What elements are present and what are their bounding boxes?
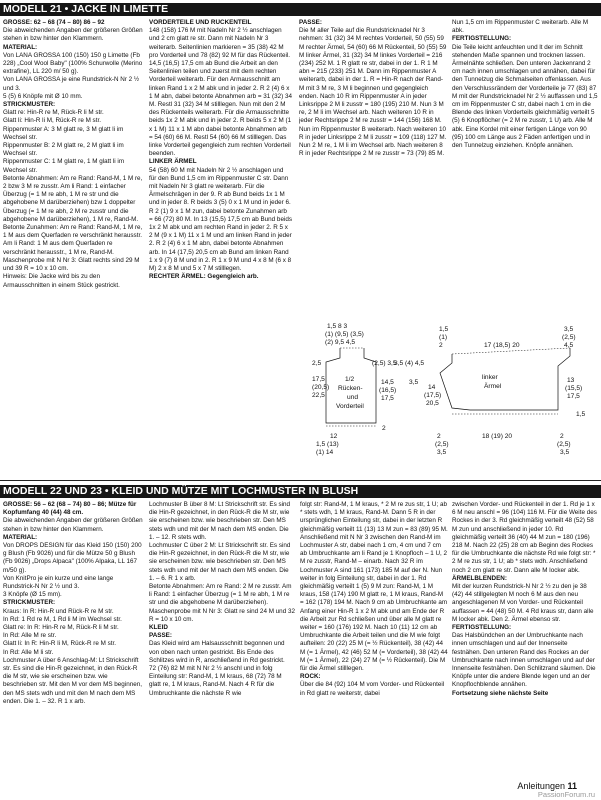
paragraph: Maschenprobe mit N Nr 3: Glatt re sind 24 M und 32 R = 10 x 10 cm. bbox=[149, 607, 295, 623]
instructions-col-4 bbox=[452, 19, 598, 273]
svg-text:1/2: 1/2 bbox=[345, 376, 355, 383]
svg-text:3,5: 3,5 bbox=[560, 449, 570, 456]
watermark: PassionForum.ru bbox=[537, 790, 595, 799]
svg-text:18 (19) 20: 18 (19) 20 bbox=[482, 433, 513, 440]
svg-text:2: 2 bbox=[382, 425, 386, 432]
svg-text:22,5: 22,5 bbox=[312, 392, 325, 399]
paragraph: 72 (76) 82 M mit N Nr 2 ½ anschl und in folg Einteilung str: Rand-M, 1 M kraus, 68 (72) 78 M glatt re, 1 M kraus, Rand-M. Nach 4 R für die Umbruchkante die nächste R wie bbox=[149, 665, 282, 697]
paragraph: In Rd: Alle M re str. bbox=[3, 632, 57, 640]
svg-text:2: 2 bbox=[439, 342, 443, 349]
paragraph: Die M aller Teile auf die Rundstricknadel Nr 3 nehmen: 31 (32) 34 M rechtes Vorderteil, 50 (55) 59 M rechter Ärmel, 54 (60) 66 M Rückenteil, 50 (55) 59 M linker Ärmel, 31 (32) 34 M linkes Vorderteil = 216 (234) 252 M. 1 R glatt re str, dabei in der 1. R 1 M abn = 215 (233) 251 M. Dann im Rippenmuster A weiterarb, dabei in der 1. R = Hin-R nach der Rand-M mit 3 M re, 3 M li beginnen und gegengleich enden. Nach 10 R im Rippenmuster A in jeder Linksrippe 2 M li zusstr = 180 (195) 210 M. Nun 3 M re, 2 M li im Wechsel arb. Nach weiteren 10 R in jeder Rechtsrippe 2 M re zusstr = 144 (156) 168 M. Nun im Rippenmuster B weiterarb. Nach weiteren 10 R in jeder Linksrippe 2 M li zusstr = 109 (118) 127 M. Nun 2 M re, 1 M li im Wechsel arb. Nach weiteren 8 R in jeder Rechtsrippe 2 M re zusstr = 73 (79) 85 M. bbox=[299, 27, 447, 158]
svg-text:1,5 8 3: 1,5 8 3 bbox=[327, 323, 348, 330]
paragraph: Lochmuster C über 2 M: Lt Strickschrift str. Es sind die Hin-R gezeichnet, in den Rück-R die M str, wie sie erscheinen bzw. wie beschrieben str. Den MS stets wdh und mit der M nach dem MS enden. Die 1. – 6. R 1 x arb. bbox=[149, 542, 291, 582]
section-heading: LINKER ÄRMEL bbox=[149, 158, 197, 166]
svg-text:(16,5): (16,5) bbox=[379, 387, 397, 394]
svg-text:(2,5) 3,5: (2,5) 3,5 bbox=[372, 360, 397, 367]
paragraph: RECHTER ÄRMEL: Gegengleich arb. bbox=[149, 273, 259, 281]
instructions-col-8 bbox=[452, 501, 598, 781]
paragraph: Glatt li: Hin-R li M, Rück-R re M str. bbox=[3, 117, 101, 125]
paragraph: Rippenmuster B: 2 M glatt re, 2 M glatt li im Wechsel str. bbox=[3, 142, 124, 158]
svg-text:(1) (9,5) (3,5): (1) (9,5) (3,5) bbox=[325, 331, 364, 338]
svg-text:4,5: 4,5 bbox=[564, 342, 574, 349]
section-heading: KLEID bbox=[149, 624, 168, 632]
section-heading: PASSE: bbox=[149, 632, 172, 640]
footer-label: Anleitungen bbox=[517, 781, 565, 791]
paragraph: Betonte Zunahmen: Am re Rand: Rand-M, 1 M re, 1 M aus dem Querfaden re verschränkt herausstr. Am li Rand: 1 M aus dem Querfaden re verschränkt herausstr., 1 M re, Rand-M. bbox=[3, 224, 143, 256]
section-heading: STRICKMUSTER: bbox=[3, 101, 56, 109]
svg-text:1,5: 1,5 bbox=[439, 326, 449, 333]
paragraph: Hinweis: Die Jacke wird bis zu den Armausschnitten in einem Stück gestrickt. bbox=[3, 273, 120, 289]
svg-text:Rücken-: Rücken- bbox=[338, 385, 363, 392]
svg-text:(2,5): (2,5) bbox=[557, 441, 571, 448]
page-number: 11 bbox=[567, 781, 577, 791]
svg-text:und: und bbox=[347, 394, 359, 401]
instructions-col-6 bbox=[149, 501, 295, 781]
section-heading: GRÖSSE: 56 – 62 (68 – 74) 80 – 86; Mütze für Kopfumfang 40 (44) 48 cm. bbox=[3, 501, 137, 517]
section-heading: FERTIGSTELLUNG: bbox=[452, 35, 512, 43]
svg-text:17,5: 17,5 bbox=[567, 393, 580, 400]
svg-text:(2) 9,5 4,5: (2) 9,5 4,5 bbox=[325, 339, 356, 346]
svg-text:(2,5): (2,5) bbox=[562, 334, 576, 341]
paragraph: 54 (58) 60 M mit Nadeln Nr 2 ½ anschlagen und für den Bund 1,5 cm im Rippenmuster C str. Dann mit Nadeln Nr 3 glatt re weiterarb. Für die Ärmelschrägen in der 9. R ab Bund beids 1x 1 M und in jeder 8. R beids 3 (5) 0 x 1 M und in jeder 6. R 2 (1) 9 x 1 M zun, dabei betonte Zunahmen arb = 66 (72) 80 M. In 13 (15,5) 17,5 cm ab Bund beids 1x 2 M abk und am rechten Rand in jeder 2. R 5 x 2 M (9 x 1 M) 11 x 1 M und am linken Rand in jeder 2. R 2 (4) 6 x 1 M abn, dabei betonte Abnahmen arb. In 14 (17,5) 20,5 cm ab Bund am linken Rand 1 x 9 (7) 8 M und in 2. R 1 x 9 M und 4 x 8 M (6 x 8 M) 2 x 8 M und 5 x 7 M stilllegen. bbox=[149, 166, 292, 273]
section-header-modell-22-23: MODELL 22 UND 23 • KLEID UND MÜTZE MIT LOCHMUSTER IN BLUSH bbox=[0, 485, 601, 498]
section-heading: STRICKMUSTER: bbox=[3, 599, 56, 607]
svg-text:14: 14 bbox=[428, 384, 436, 391]
svg-text:(2,5): (2,5) bbox=[435, 441, 449, 448]
instructions-col-7 bbox=[300, 501, 448, 781]
paragraph: Das Halsbündchen an der Umbruchkante nach innen umschlagen und auf der Innenseite festnähen. Den unteren Rand des Rockes an der Umbruchkante nach innen umschlagen und auf der Innenseite festnähen. Den Schlitzrand säumen. Die Knöpfe unter die andere Blende legen und an der Knopflochblende annähen. bbox=[452, 632, 596, 689]
paragraph: 5 (5) 6 Knöpfe mit Ø 10 mm. bbox=[3, 92, 83, 100]
paragraph: Betonte Abnahmen: Am re Rand: Rand-M, 1 M re, 2 bzw 3 M re zusstr. Am li Rand: 1 einfacher Überzug (= 1 M re abh, 1 M re str und die abgehobene M darüberziehen) bzw 1 doppelter Überzug (= 1 M re abh, 2 M re zusstr und die abgehobene M darüberziehen), 1 M re, Rand-M. bbox=[3, 174, 143, 223]
svg-text:3,5 (4) 4,5: 3,5 (4) 4,5 bbox=[394, 360, 425, 367]
paragraph: Von KnitPro je ein kurze und eine lange Rundstrick-N Nr 2 ½ und 3. bbox=[3, 574, 114, 591]
paragraph: folgt str: Rand-M, 1 M kraus, * 2 M re zus str, 1 U; ab * stets wdh, 1 M kraus, Rand-M. Dann 5 R in der ursprünglichen Einteilung str, dabei in der letzten R gleichmäßig verteilt 11 (13) 13 M zun = 83 (89) 95 M. Anschließend mit N Nr 3 zwischen den Rand-M im Lochmuster A str, dabei nach 1 cm, 4 cm und 7 cm ab Umbruchkante am li Rand je 1 Knopfloch – 1 U, 2 M re zusstr, Rand-M – einarb. Nach 32 R im Lochmuster A sind 161 (173) 185 M auf der N. Nun weiter in folg Einteilung str, dabei in der 1. Rd gleichmäßig verteilt 1 (5) 9 M zun: Rand-M, 1 M kraus, 158 (174) 190 M glatt re, 1 M kraus, Rand-M = 162 (178) 194 M. Nach 9 cm ab Umbruchkante am Anfang einer Hin-R 1 x 2 M abk und am Ende der R die Arbeit zur Rd schließen und über alle M glatt re weiter = 160 (176) 192 M. Nach 10 (11) 12 cm ab Umbruchkante die Arbeit teilen und die M wie folgt aufteilen: 20 (22) 25 M (= ½ Rückenteil), 38 (42) 44 M (= 1 Ärmel), 42 (46) 52 M (= Vorderteil), 38 (42) 44 M (= 1 Ärmel), 22 (24) 27 M (= ½ Rückenteil). Die M für die Ärmel stilllegen. bbox=[300, 501, 448, 673]
instructions-col-5 bbox=[3, 501, 143, 781]
svg-text:(1): (1) bbox=[439, 334, 448, 341]
sleeve-schematic bbox=[394, 326, 585, 456]
svg-text:14,5: 14,5 bbox=[381, 379, 394, 386]
paragraph: Lochmuster A über 6 Anschlag-M: Lt Strickschrift str. Es sind die Hin-R gezeichnet, in den Rück-R die M str, wie sie erscheinen bzw. wie beschrieben str. Mit den M vor dem MS beginnen, den MS stets wdh und mit den M nach dem MS enden. Die 1. – 32. R 1 x arb. bbox=[3, 656, 142, 705]
paragraph: Glatt re: In R: Hin-R re M, Rück-R li M str. bbox=[3, 624, 119, 632]
svg-text:(1) 14: (1) 14 bbox=[316, 449, 334, 456]
svg-text:(20,5): (20,5) bbox=[312, 384, 330, 391]
section-heading: FERTIGSTELLUNG: bbox=[452, 624, 512, 632]
paragraph: Von LANA GROSSA 100 (150) 150 g Limette (Fb 228) „Cool Wool Baby" (100% Schurwolle (Merino extrafine), LL 220 m/ 50 g). bbox=[3, 51, 143, 76]
section-heading: ÄRMELBLENDEN: bbox=[452, 574, 507, 582]
svg-text:(15,5): (15,5) bbox=[565, 385, 583, 392]
paragraph: Die abweichenden Angaben der größeren Größen stehen in bzw hinter den Klammern. bbox=[3, 27, 143, 43]
section-heading: GRÖSSE: 62 – 68 (74 – 80) 86 – 92 bbox=[3, 19, 105, 26]
paragraph: Lochmuster B über 8 M: Lt Strickschrift str. Es sind die Hin-R gezeichnet, in den Rück-R die M str, wie sie erscheinen bzw. wie beschrieben str. Den MS stets wdh und mit der M nach dem MS enden. Die 1. – 12. R stets wdh. bbox=[149, 501, 291, 541]
paragraph: Maschenprobe mit N Nr 3: Glatt rechts sind 29 M und 39 R = 10 x 10 cm. bbox=[3, 256, 140, 273]
paragraph: Glatt li: In R: Hin-R li M, Rück-R re M str. bbox=[3, 640, 117, 648]
paragraph: Betonte Abnahmen: Am re Rand: 2 M re zusstr. Am li Rand: 1 einfacher Überzug (= 1 M re abh, 1 M re str und die abgehobene M darüberziehen). bbox=[149, 583, 292, 607]
svg-text:Vorderteil: Vorderteil bbox=[336, 403, 364, 410]
paragraph: Die abweichenden Angaben der größeren Größen stehen in bzw hinter den Klammern. bbox=[3, 517, 143, 533]
svg-text:17,5: 17,5 bbox=[312, 376, 325, 383]
paragraph: Rippenmuster C: 1 M glatt re, 1 M glatt li im Wechsel str. bbox=[3, 158, 125, 174]
svg-text:1,5: 1,5 bbox=[576, 411, 586, 418]
paragraph: 148 (158) 176 M mit Nadeln Nr 2 ½ anschlagen und 2 cm glatt re str. Dann mit Nadeln Nr 3 weiterarb. Seitenlinien markieren = 35 (38) 42 M pro Vorderteil und 78 (82) 92 M für das Rückenteil. 14,5 (16,5) 17,5 cm ab Bund die Arbeit an den Seitenlinien teilen und zuerst mit dem rechten Vorderteil weiterarb. Für den Armausschnitt am linken Rand 1 x 2 M abk und in jeder 2. R 2 (4) 6 x 1 M abn, dabei betonte Abnahmen arb = 31 (32) 34 M. Restl 31 (32) 34 M stilllegen. Nun mit den 2 M des Rückenteils weiterarb. Für die Armausschnitte beids 1x 2 M abk und in jeder 2. R beids 5 x 2 M (1 x 1 M) 11 x 1 M abn dabei betonte Abnahmen arb = 54 (60) 66 M. Restl 54 (60) 66 M stilllegen. Das linke Vorderteil gegengleich zum rechten Vorderteil beenden. bbox=[149, 27, 292, 158]
paragraph: In Rd: Alle M li str. bbox=[3, 648, 54, 656]
svg-text:(17,5): (17,5) bbox=[424, 392, 442, 399]
paragraph: zwischen Vorder- und Rückenteil in der 1. Rd je 1 x 6 M neu anschl = 96 (104) 116 M. Für die Weite des Rockes in der 3. Rd gleichmäßig verteilt 48 (52) 58 M zun und anschließend in jeder 10. Rd gleichmäßig verteilt 36 (40) 44 M zun = 180 (196) 218 M. Nach 22 (25) 28 cm ab Beginn des Rockes für die Umbruchkante die nächste Rd wie folgt str: * 2 M re zus str, 1 U; ab * stets wdh. Anschließend noch 2 cm glatt re str. Dann alle M locker abk. bbox=[452, 501, 597, 574]
body-schematic bbox=[312, 323, 418, 456]
section-heading: MATERIAL: bbox=[3, 43, 38, 51]
paragraph: Nun 1,5 cm im Rippenmuster C weiterarb. Alle M abk. bbox=[452, 19, 589, 35]
instructions-col-3 bbox=[299, 19, 447, 273]
svg-text:13: 13 bbox=[567, 377, 575, 384]
section-heading: VORDERTEILE UND RÜCKENTEIL bbox=[149, 19, 252, 26]
svg-text:12: 12 bbox=[330, 433, 338, 440]
pattern-diagram bbox=[312, 318, 594, 478]
svg-text:1,5 (13): 1,5 (13) bbox=[316, 441, 339, 448]
svg-text:2: 2 bbox=[437, 433, 441, 440]
svg-text:3,5: 3,5 bbox=[409, 379, 419, 386]
section-divider bbox=[0, 480, 601, 481]
section-heading: MATERIAL: bbox=[3, 533, 38, 541]
section-heading: ROCK: bbox=[300, 673, 321, 681]
paragraph: Über die 84 (92) 104 M vom Vorder- und Rückenteil in Rd glatt re weiterstr, dabei bbox=[300, 681, 445, 697]
paragraph: In Rd: 1 Rd re M, 1 Rd li M im Wechsel str. bbox=[3, 615, 122, 623]
instructions-col-2 bbox=[149, 19, 292, 394]
paragraph: Rippenmuster A: 3 M glatt re, 3 M glatt li im Wechsel str. bbox=[3, 125, 124, 141]
svg-text:3,5: 3,5 bbox=[437, 449, 447, 456]
svg-text:2: 2 bbox=[560, 433, 564, 440]
svg-text:17,5: 17,5 bbox=[381, 395, 394, 402]
paragraph: Kraus: In R: Hin-R und Rück-R re M str. bbox=[3, 607, 114, 615]
paragraph: 3 Knöpfe (Ø 15 mm). bbox=[3, 591, 62, 599]
svg-text:20,5: 20,5 bbox=[426, 400, 439, 407]
paragraph: Von LANA GROSSA je eine Rundstrick-N Nr 2 ½ und 3. bbox=[3, 76, 140, 92]
paragraph: Von DROPS DESIGN für das Kleid 150 (150) 200 g Blush (Fb 9026) und für die Mütze 50 g Blush (Fb 9026) „Drops Alpaca" (100% Alpaka, LL 167 m/50 g). bbox=[3, 542, 142, 574]
paragraph: Mit der kurzen Rundstrick-N Nr 2 ½ zu den je 38 (42) 44 stillgelegten M noch 6 M aus den neu angeschlagenen M von Vorder- und Rückenteil auffassen = 44 (48) 50 M. 4 Rd kraus str, dann alle M locker abk. Den 2. Ärmel ebenso str. bbox=[452, 583, 594, 623]
svg-text:3,5: 3,5 bbox=[564, 326, 574, 333]
paragraph: Die Teile leicht anfeuchten und lt der im Schnitt stehenden Maße spannen und trocknen lassen. Ärmelnähte schließen. Den unteren Jackenrand 2 cm nach innen umschlagen und annähen, dabei für den Tunnelzug die Schmalseiten offenlassen. Aus den Verschlussrändern der Vorderteile je 77 (83) 87 M mit der Rundstricknadel Nr 2 ½ auffassen und 1,5 cm im Rippenmuster C str, dabei nach 1 cm in die Blende des linken Vorderteils gleichmäßig verteilt 5 (5) 6 Knopflöcher (= 2 M re zusstr, 1 U) arb. Alle M abk. Eine Kordel mit einer fertigen Länge von 90 (95) 100 cm Länge aus 2 Fäden anfertigen und in den Tunnelzug einziehen. Knöpfe annähen. bbox=[452, 43, 598, 150]
svg-text:2,5: 2,5 bbox=[312, 360, 322, 367]
svg-text:Ärmel: Ärmel bbox=[484, 383, 502, 390]
svg-text:linker: linker bbox=[482, 374, 498, 381]
instructions-col-1 bbox=[3, 19, 143, 325]
svg-text:17 (18,5) 20: 17 (18,5) 20 bbox=[484, 342, 520, 349]
paragraph: Fortsetzung siehe nächste Seite bbox=[452, 689, 549, 697]
section-heading: PASSE: bbox=[299, 19, 322, 26]
paragraph: Glatt re: Hin-R re M, Rück-R li M str. bbox=[3, 109, 104, 117]
section-header-modell-21: MODELL 21 • JACKE IN LIMETTE bbox=[0, 3, 601, 16]
paragraph: Das Kleid wird am Halsausschnitt begonnen und von oben nach unten gestrickt. Bis Ende des Schlitzes wird in R, anschließend in Rd gestrickt. bbox=[149, 640, 285, 664]
